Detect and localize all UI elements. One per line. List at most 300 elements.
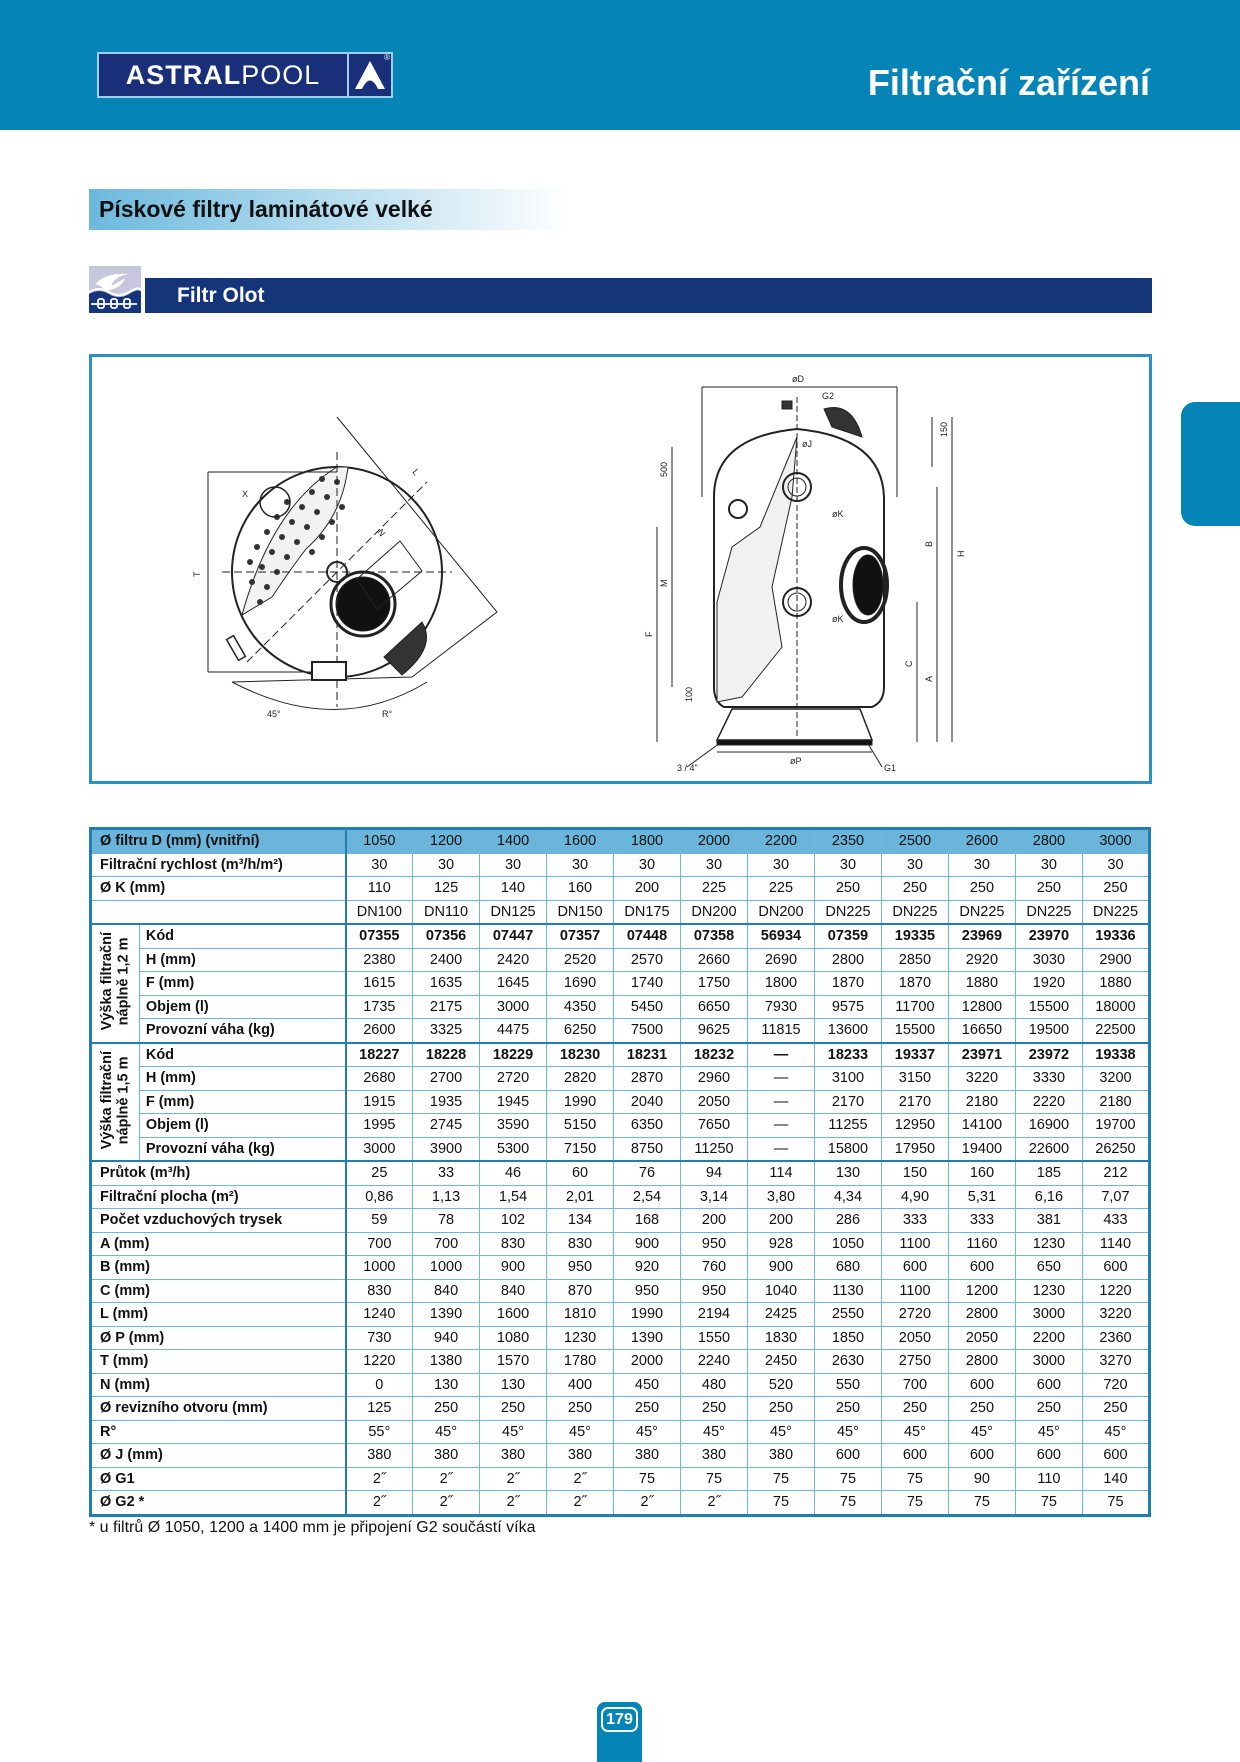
row-label: H (mm) — [139, 1067, 345, 1091]
value-cell: 0,86 — [346, 1185, 413, 1209]
value-cell: 30 — [547, 853, 614, 877]
label-l: L — [410, 467, 422, 478]
value-cell: 19500 — [1015, 1019, 1082, 1043]
value-cell: 3330 — [1015, 1067, 1082, 1091]
value-cell: 11255 — [814, 1114, 881, 1138]
value-cell: 225 — [747, 877, 814, 901]
value-cell: DN200 — [747, 900, 814, 924]
value-cell: 1240 — [346, 1303, 413, 1327]
value-cell: 2870 — [614, 1067, 681, 1091]
value-cell: 2˝ — [680, 1491, 747, 1516]
row-label: B (mm) — [91, 1256, 346, 1280]
row-label: R° — [91, 1420, 346, 1444]
value-cell: 840 — [413, 1279, 480, 1303]
table-row — [91, 1420, 1150, 1444]
value-cell: 150 — [881, 1161, 948, 1185]
value-cell: 250 — [547, 1397, 614, 1421]
group-label-line1: Výška filtrační — [98, 932, 115, 1031]
value-cell: 650 — [1015, 1256, 1082, 1280]
value-cell: 1690 — [547, 972, 614, 996]
value-cell: 840 — [480, 1279, 547, 1303]
value-cell: 45° — [547, 1420, 614, 1444]
drawing-svg — [92, 357, 1149, 781]
value-cell: 19337 — [881, 1043, 948, 1067]
page-number-tab — [597, 1702, 642, 1762]
value-cell: DN225 — [881, 900, 948, 924]
value-cell: 07359 — [814, 924, 881, 948]
value-cell: 75 — [814, 1491, 881, 1516]
value-cell: 1990 — [614, 1303, 681, 1327]
value-cell: 7150 — [547, 1137, 614, 1161]
label-f: F — [644, 631, 654, 637]
value-cell: DN225 — [1015, 900, 1082, 924]
value-cell: 1130 — [814, 1279, 881, 1303]
value-cell: 380 — [680, 1444, 747, 1468]
row-label: T (mm) — [91, 1350, 346, 1374]
value-cell: 900 — [480, 1256, 547, 1280]
value-cell: 30 — [680, 853, 747, 877]
value-cell: 1000 — [413, 1256, 480, 1280]
specification-table — [89, 827, 1151, 1517]
product-name: Filtr Olot — [177, 283, 265, 307]
label-500: 500 — [659, 461, 669, 477]
value-cell: 16650 — [948, 1019, 1015, 1043]
row-label: C (mm) — [91, 1279, 346, 1303]
value-cell: 1880 — [1082, 972, 1149, 996]
table-row — [91, 1232, 1150, 1256]
value-cell: 2550 — [814, 1303, 881, 1327]
value-cell: 1830 — [747, 1326, 814, 1350]
diameter-header-cell: 2200 — [747, 829, 814, 854]
row-label: L (mm) — [91, 1303, 346, 1327]
value-cell: DN225 — [948, 900, 1015, 924]
value-cell: 950 — [680, 1279, 747, 1303]
value-cell: 600 — [948, 1444, 1015, 1468]
value-cell: 600 — [948, 1256, 1015, 1280]
value-cell: DN100 — [346, 900, 413, 924]
row-label: Kód — [139, 1043, 345, 1067]
table-row — [91, 1019, 1150, 1043]
logo-wordmark — [99, 54, 347, 96]
value-cell: 2240 — [680, 1350, 747, 1374]
value-cell: 45° — [413, 1420, 480, 1444]
value-cell: 2050 — [680, 1090, 747, 1114]
value-cell: 130 — [413, 1373, 480, 1397]
value-cell: 75 — [814, 1467, 881, 1491]
diameter-header-cell: 1400 — [480, 829, 547, 854]
value-cell: DN200 — [680, 900, 747, 924]
label-a: A — [924, 675, 934, 682]
value-cell: — — [747, 1090, 814, 1114]
value-cell: 1100 — [881, 1279, 948, 1303]
value-cell: 250 — [881, 877, 948, 901]
value-cell: 2,54 — [614, 1185, 681, 1209]
value-cell: 45° — [1015, 1420, 1082, 1444]
value-cell: 0 — [346, 1373, 413, 1397]
value-cell: 2050 — [881, 1326, 948, 1350]
value-cell: 700 — [881, 1373, 948, 1397]
technical-drawing — [89, 354, 1152, 784]
value-cell: 1920 — [1015, 972, 1082, 996]
top-view-drawing — [208, 417, 497, 710]
value-cell: 07355 — [346, 924, 413, 948]
value-cell: 250 — [1082, 1397, 1149, 1421]
value-cell: 12950 — [881, 1114, 948, 1138]
value-cell: 7930 — [747, 995, 814, 1019]
value-cell: 23970 — [1015, 924, 1082, 948]
value-cell: 550 — [814, 1373, 881, 1397]
value-cell: 1040 — [747, 1279, 814, 1303]
value-cell: 75 — [881, 1491, 948, 1516]
value-cell: 2˝ — [480, 1467, 547, 1491]
value-cell: 2˝ — [480, 1491, 547, 1516]
value-cell: 4350 — [547, 995, 614, 1019]
diameter-header-cell: 2000 — [680, 829, 747, 854]
value-cell: 1645 — [480, 972, 547, 996]
value-cell: 250 — [814, 1397, 881, 1421]
row-label: Ø G1 — [91, 1467, 346, 1491]
value-cell: 3200 — [1082, 1067, 1149, 1091]
value-cell: 2˝ — [346, 1467, 413, 1491]
value-cell: 760 — [680, 1256, 747, 1280]
value-cell: 2420 — [480, 948, 547, 972]
table-row — [91, 972, 1150, 996]
value-cell: 2960 — [680, 1067, 747, 1091]
table-row — [91, 1467, 1150, 1491]
value-cell: 1230 — [1015, 1279, 1082, 1303]
value-cell: 1570 — [480, 1350, 547, 1374]
table-row — [91, 1209, 1150, 1233]
value-cell: 1600 — [480, 1303, 547, 1327]
value-cell: 720 — [1082, 1373, 1149, 1397]
value-cell: DN125 — [480, 900, 547, 924]
value-cell: 11700 — [881, 995, 948, 1019]
value-cell: 1810 — [547, 1303, 614, 1327]
value-cell: 200 — [747, 1209, 814, 1233]
value-cell: 3,80 — [747, 1185, 814, 1209]
value-cell: 1140 — [1082, 1232, 1149, 1256]
table-row — [91, 948, 1150, 972]
table-row — [91, 995, 1150, 1019]
value-cell: 12800 — [948, 995, 1015, 1019]
value-cell: 45° — [480, 1420, 547, 1444]
value-cell: 1000 — [346, 1256, 413, 1280]
value-cell: 2750 — [881, 1350, 948, 1374]
value-cell: 381 — [1015, 1209, 1082, 1233]
value-cell: 2920 — [948, 948, 1015, 972]
group-label-cell — [91, 924, 140, 1043]
value-cell: 30 — [814, 853, 881, 877]
diameter-header-cell: 2600 — [948, 829, 1015, 854]
value-cell: 1200 — [948, 1279, 1015, 1303]
value-cell: 480 — [680, 1373, 747, 1397]
table-row — [91, 900, 1150, 924]
value-cell: 3000 — [1015, 1303, 1082, 1327]
value-cell: 1880 — [948, 972, 1015, 996]
page-header — [0, 0, 1240, 130]
value-cell: 33 — [413, 1161, 480, 1185]
value-cell: 1850 — [814, 1326, 881, 1350]
value-cell: 19700 — [1082, 1114, 1149, 1138]
row-label: Kód — [139, 924, 345, 948]
value-cell: 380 — [547, 1444, 614, 1468]
value-cell: 1230 — [1015, 1232, 1082, 1256]
table-row — [91, 1067, 1150, 1091]
value-cell: DN225 — [814, 900, 881, 924]
value-cell: 2360 — [1082, 1326, 1149, 1350]
value-cell: 19338 — [1082, 1043, 1149, 1067]
row-label: Provozní váha (kg) — [139, 1137, 345, 1161]
value-cell: 3325 — [413, 1019, 480, 1043]
row-label: F (mm) — [139, 1090, 345, 1114]
value-cell: 1995 — [346, 1114, 413, 1138]
value-cell: 5450 — [614, 995, 681, 1019]
value-cell: 2570 — [614, 948, 681, 972]
value-cell: 2040 — [614, 1090, 681, 1114]
section-title: Pískové filtry laminátové velké — [89, 189, 569, 230]
value-cell: 433 — [1082, 1209, 1149, 1233]
value-cell: 2720 — [881, 1303, 948, 1327]
value-cell: 380 — [480, 1444, 547, 1468]
label-c: C — [904, 660, 914, 667]
value-cell: 2400 — [413, 948, 480, 972]
label-n: N — [375, 527, 388, 539]
value-cell: 212 — [1082, 1161, 1149, 1185]
value-cell: 30 — [1015, 853, 1082, 877]
value-cell: 4475 — [480, 1019, 547, 1043]
value-cell: 30 — [1082, 853, 1149, 877]
value-cell: 1945 — [480, 1090, 547, 1114]
value-cell: 3150 — [881, 1067, 948, 1091]
group-label-line2: náplně 1,2 m — [115, 937, 132, 1026]
table-row — [91, 1444, 1150, 1468]
table-row — [91, 1373, 1150, 1397]
value-cell: 94 — [680, 1161, 747, 1185]
value-cell: 3900 — [413, 1137, 480, 1161]
value-cell: 250 — [948, 877, 1015, 901]
table-header-row — [91, 829, 1150, 854]
value-cell: 2˝ — [413, 1491, 480, 1516]
value-cell: 30 — [614, 853, 681, 877]
value-cell: 160 — [948, 1161, 1015, 1185]
value-cell: 7,07 — [1082, 1185, 1149, 1209]
value-cell: 75 — [614, 1467, 681, 1491]
value-cell: 18233 — [814, 1043, 881, 1067]
table-row — [91, 1161, 1150, 1185]
value-cell: 250 — [948, 1397, 1015, 1421]
value-cell: 19400 — [948, 1137, 1015, 1161]
label-od: øD — [792, 374, 804, 384]
row-label: Provozní váha (kg) — [139, 1019, 345, 1043]
value-cell: 286 — [814, 1209, 881, 1233]
value-cell: 18231 — [614, 1043, 681, 1067]
value-cell: 950 — [680, 1232, 747, 1256]
value-cell: 1780 — [547, 1350, 614, 1374]
value-cell: 07358 — [680, 924, 747, 948]
value-cell: 25 — [346, 1161, 413, 1185]
value-cell: 3000 — [346, 1137, 413, 1161]
value-cell: 520 — [747, 1373, 814, 1397]
label-r: R° — [382, 709, 393, 719]
row-label: Objem (l) — [139, 995, 345, 1019]
label-150: 150 — [939, 421, 949, 437]
value-cell: 15500 — [881, 1019, 948, 1043]
table-row — [91, 1397, 1150, 1421]
value-cell: 250 — [1015, 877, 1082, 901]
value-cell: 75 — [747, 1467, 814, 1491]
label-g1: G1 — [884, 763, 897, 773]
value-cell: 1615 — [346, 972, 413, 996]
value-cell: 1750 — [680, 972, 747, 996]
diameter-header-cell: 2800 — [1015, 829, 1082, 854]
value-cell: 75 — [948, 1491, 1015, 1516]
value-cell: 45° — [881, 1420, 948, 1444]
value-cell: 950 — [547, 1256, 614, 1280]
value-cell: 3270 — [1082, 1350, 1149, 1374]
value-cell: 2800 — [948, 1303, 1015, 1327]
registered-mark: ® — [384, 53, 390, 62]
value-cell: 2425 — [747, 1303, 814, 1327]
value-cell: 940 — [413, 1326, 480, 1350]
value-cell: 380 — [747, 1444, 814, 1468]
value-cell: 140 — [480, 877, 547, 901]
value-cell: 75 — [1082, 1491, 1149, 1516]
row-label: Ø filtru D (mm) (vnitřní) — [91, 829, 346, 854]
group-label-cell — [91, 1043, 140, 1162]
table-row — [91, 877, 1150, 901]
value-cell: 23969 — [948, 924, 1015, 948]
value-cell: 2175 — [413, 995, 480, 1019]
value-cell: 7650 — [680, 1114, 747, 1138]
value-cell: 700 — [346, 1232, 413, 1256]
value-cell: 07447 — [480, 924, 547, 948]
value-cell: 1550 — [680, 1326, 747, 1350]
value-cell: 600 — [948, 1373, 1015, 1397]
value-cell: 76 — [614, 1161, 681, 1185]
table-row — [91, 853, 1150, 877]
value-cell: 2194 — [680, 1303, 747, 1327]
value-cell: 900 — [747, 1256, 814, 1280]
value-cell: DN110 — [413, 900, 480, 924]
value-cell: 9575 — [814, 995, 881, 1019]
value-cell: 90 — [948, 1467, 1015, 1491]
value-cell: 2680 — [346, 1067, 413, 1091]
value-cell: 22600 — [1015, 1137, 1082, 1161]
value-cell: 168 — [614, 1209, 681, 1233]
value-cell: 3590 — [480, 1114, 547, 1138]
value-cell: 18229 — [480, 1043, 547, 1067]
logo-triangle-icon — [347, 54, 391, 96]
label-g2: G2 — [822, 391, 835, 401]
value-cell: 18228 — [413, 1043, 480, 1067]
value-cell: 15500 — [1015, 995, 1082, 1019]
value-cell: 830 — [346, 1279, 413, 1303]
value-cell: 1380 — [413, 1350, 480, 1374]
value-cell: 1915 — [346, 1090, 413, 1114]
row-label: Ø K (mm) — [91, 877, 346, 901]
value-cell: 2000 — [614, 1350, 681, 1374]
table-row — [91, 1326, 1150, 1350]
value-cell: 56934 — [747, 924, 814, 948]
value-cell: 110 — [1015, 1467, 1082, 1491]
value-cell: 3100 — [814, 1067, 881, 1091]
value-cell: 110 — [346, 877, 413, 901]
value-cell: 3,14 — [680, 1185, 747, 1209]
value-cell: 900 — [614, 1232, 681, 1256]
value-cell: 1080 — [480, 1326, 547, 1350]
value-cell: 250 — [614, 1397, 681, 1421]
group-label-line1: Výška filtrační — [98, 1050, 115, 1149]
value-cell: 2850 — [881, 948, 948, 972]
chapter-side-tab — [1181, 402, 1240, 526]
value-cell: 3000 — [480, 995, 547, 1019]
diameter-header-cell: 2500 — [881, 829, 948, 854]
value-cell: 600 — [814, 1444, 881, 1468]
value-cell: 250 — [680, 1397, 747, 1421]
value-cell: 6,16 — [1015, 1185, 1082, 1209]
value-cell: 2820 — [547, 1067, 614, 1091]
value-cell: 75 — [680, 1467, 747, 1491]
page-number: 179 — [601, 1707, 638, 1732]
value-cell: 2˝ — [547, 1467, 614, 1491]
value-cell: 30 — [413, 853, 480, 877]
diameter-header-cell: 1200 — [413, 829, 480, 854]
value-cell: 45° — [680, 1420, 747, 1444]
value-cell: 1740 — [614, 972, 681, 996]
value-cell: 4,34 — [814, 1185, 881, 1209]
value-cell: 6350 — [614, 1114, 681, 1138]
row-label: Ø revizního otvoru (mm) — [91, 1397, 346, 1421]
table-row — [91, 1491, 1150, 1516]
value-cell: 5300 — [480, 1137, 547, 1161]
value-cell: 225 — [680, 877, 747, 901]
value-cell: 250 — [747, 1397, 814, 1421]
value-cell: 2˝ — [413, 1467, 480, 1491]
value-cell: 600 — [1015, 1444, 1082, 1468]
logo-brand-light: POOL — [241, 59, 321, 90]
value-cell: 600 — [881, 1256, 948, 1280]
value-cell: 1220 — [1082, 1279, 1149, 1303]
value-cell: 75 — [1015, 1491, 1082, 1516]
value-cell: 45° — [1082, 1420, 1149, 1444]
value-cell: 380 — [614, 1444, 681, 1468]
value-cell: 78 — [413, 1209, 480, 1233]
table-row — [91, 1043, 1150, 1067]
row-label: Filtrační plocha (m²) — [91, 1185, 346, 1209]
value-cell: 9625 — [680, 1019, 747, 1043]
value-cell: 30 — [480, 853, 547, 877]
value-cell: 600 — [1015, 1373, 1082, 1397]
table-row — [91, 924, 1150, 948]
value-cell: 920 — [614, 1256, 681, 1280]
value-cell: 2180 — [1082, 1090, 1149, 1114]
value-cell: 680 — [814, 1256, 881, 1280]
value-cell: 13600 — [814, 1019, 881, 1043]
label-t: T — [192, 571, 202, 577]
value-cell: 3000 — [1015, 1350, 1082, 1374]
value-cell: 2745 — [413, 1114, 480, 1138]
row-label: H (mm) — [139, 948, 345, 972]
value-cell: 160 — [547, 877, 614, 901]
value-cell: 23972 — [1015, 1043, 1082, 1067]
value-cell: 2700 — [413, 1067, 480, 1091]
row-label: Filtrační rychlost (m³/h/m²) — [91, 853, 346, 877]
value-cell: 2900 — [1082, 948, 1149, 972]
row-label: Objem (l) — [139, 1114, 345, 1138]
value-cell: 07357 — [547, 924, 614, 948]
value-cell: 18232 — [680, 1043, 747, 1067]
value-cell: 1870 — [814, 972, 881, 996]
